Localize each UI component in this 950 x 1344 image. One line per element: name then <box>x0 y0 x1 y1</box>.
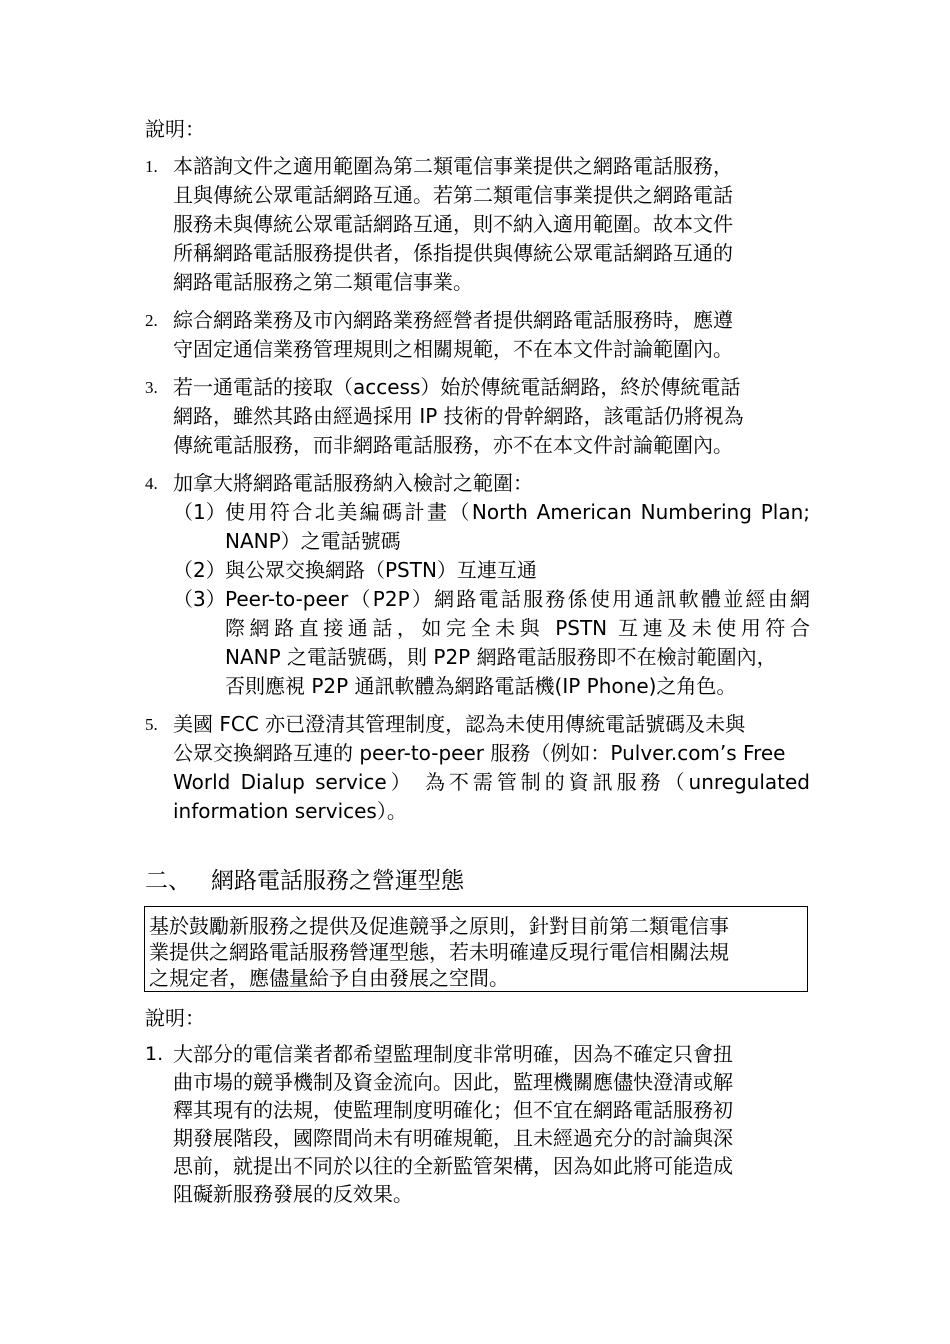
text-line: 且與傳統公眾電話網路互通。若第二類電信事業提供之網路電話 <box>173 183 733 207</box>
list-item-1 <box>145 1040 810 1208</box>
sub-item-3 <box>173 585 810 701</box>
explanation-list <box>145 152 810 835</box>
box-line: 業提供之網路電話服務營運型態，若未明確違反現行電信相關法規 <box>149 940 729 964</box>
text-line: 否則應視 P2P 通訊軟體為網路電話機(IP Phone)之角色。 <box>225 674 737 698</box>
list-number: 5. <box>145 715 158 734</box>
sub-number: （1） <box>173 500 226 524</box>
text-line: 網路，雖然其路由經過採用 IP 技術的骨幹網路，該電話仍將視為 <box>173 404 744 428</box>
text-line: 思前，就提出不同於以往的全新監管架構，因為如此將可能造成 <box>173 1154 733 1178</box>
text-line: 本諮詢文件之適用範圍為第二類電信事業提供之網路電話服務， <box>173 154 733 178</box>
text-line: 釋其現有的法規，使監理制度明確化；但不宜在網路電話服務初 <box>173 1098 733 1122</box>
sub-number: （2） <box>173 558 226 582</box>
sub-item-2 <box>173 556 810 585</box>
text-line: 曲市場的競爭機制及資金流向。因此，監理機關應儘快澄清或解 <box>173 1070 733 1094</box>
text-line: information services）。 <box>173 799 407 823</box>
list-item-3 <box>145 373 810 460</box>
box-line: 之規定者，應儘量給予自由發展之空間。 <box>149 966 509 990</box>
text-line: 期發展階段，國際間尚未有明確規範，且未經過充分的討論與深 <box>173 1126 733 1150</box>
text-line: 傳統電話服務，而非網路電話服務，亦不在本文件討論範圍內。 <box>173 433 733 457</box>
text-line: 美國 FCC 亦已澄清其管理制度，認為未使用傳統電話號碼及未與 <box>173 712 746 736</box>
text-line: 阻礙新服務發展的反效果。 <box>173 1182 413 1206</box>
explanation-label: 說明： <box>145 117 205 141</box>
list-number: 3. <box>145 378 158 397</box>
text-line: 若一通電話的接取（access）始於傳統電話網路，終於傳統電話 <box>173 375 741 399</box>
text-line: 網路電話服務之第二類電信事業。 <box>173 270 473 294</box>
explanation-list-2 <box>145 1040 810 1217</box>
text-line: 服務未與傳統公眾電話網路互通，則不納入適用範圍。故本文件 <box>173 212 733 236</box>
text-line: 加拿大將網路電話服務納入檢討之範圍： <box>173 471 533 495</box>
list-item-2 <box>145 306 810 364</box>
list-item-4 <box>145 469 810 701</box>
text-line: 綜合網路業務及市內網路業務經營者提供網路電話服務時，應遵 <box>173 308 733 332</box>
sub-item-1 <box>173 498 810 556</box>
principle-box <box>144 906 808 992</box>
list-item-5 <box>145 710 810 826</box>
text-line: NANP）之電話號碼 <box>225 529 401 553</box>
section-heading <box>145 866 464 896</box>
text-line: 使用符合北美編碼計畫（North American Numbering Plan; <box>225 500 810 524</box>
text-line: 與公眾交換網路（PSTN）互連互通 <box>225 558 537 582</box>
section-title: 網路電話服務之營運型態 <box>211 868 464 894</box>
list-item-1 <box>145 152 810 297</box>
text-line: 守固定通信業務管理規則之相關規範，不在本文件討論範圍內。 <box>173 337 733 361</box>
text-line: 公眾交換網路互連的 peer-to-peer 服務（例如：Pulver.com’s Free <box>173 741 786 765</box>
section-number: 二、 <box>145 868 191 894</box>
list-number: 1. <box>145 157 158 176</box>
list-number: 4. <box>145 474 158 493</box>
box-line: 基於鼓勵新服務之提供及促進競爭之原則，針對目前第二類電信事 <box>149 914 729 938</box>
text-line: 所稱網路電話服務提供者，係指提供與傳統公眾電話網路互通的 <box>173 241 733 265</box>
text-line: NANP 之電話號碼，則 P2P 網路電話服務即不在檢討範圍內， <box>225 645 777 669</box>
sub-number: （3） <box>173 587 226 611</box>
text-line: 際網路直接通話，如完全未與 PSTN 互連及未使用符合 <box>225 616 810 640</box>
explanation-label-2: 說明： <box>145 1006 205 1030</box>
text-line: Peer-to-peer（P2P）網路電話服務係使用通訊軟體並經由網 <box>225 587 810 611</box>
list-number: 2. <box>145 311 158 330</box>
text-line: 大部分的電信業者都希望監理制度非常明確，因為不確定只會扭 <box>173 1042 733 1066</box>
text-line: World Dialup service） 為不需管制的資訊服務（unregulated <box>173 770 810 794</box>
list-number: 1. <box>145 1043 164 1065</box>
